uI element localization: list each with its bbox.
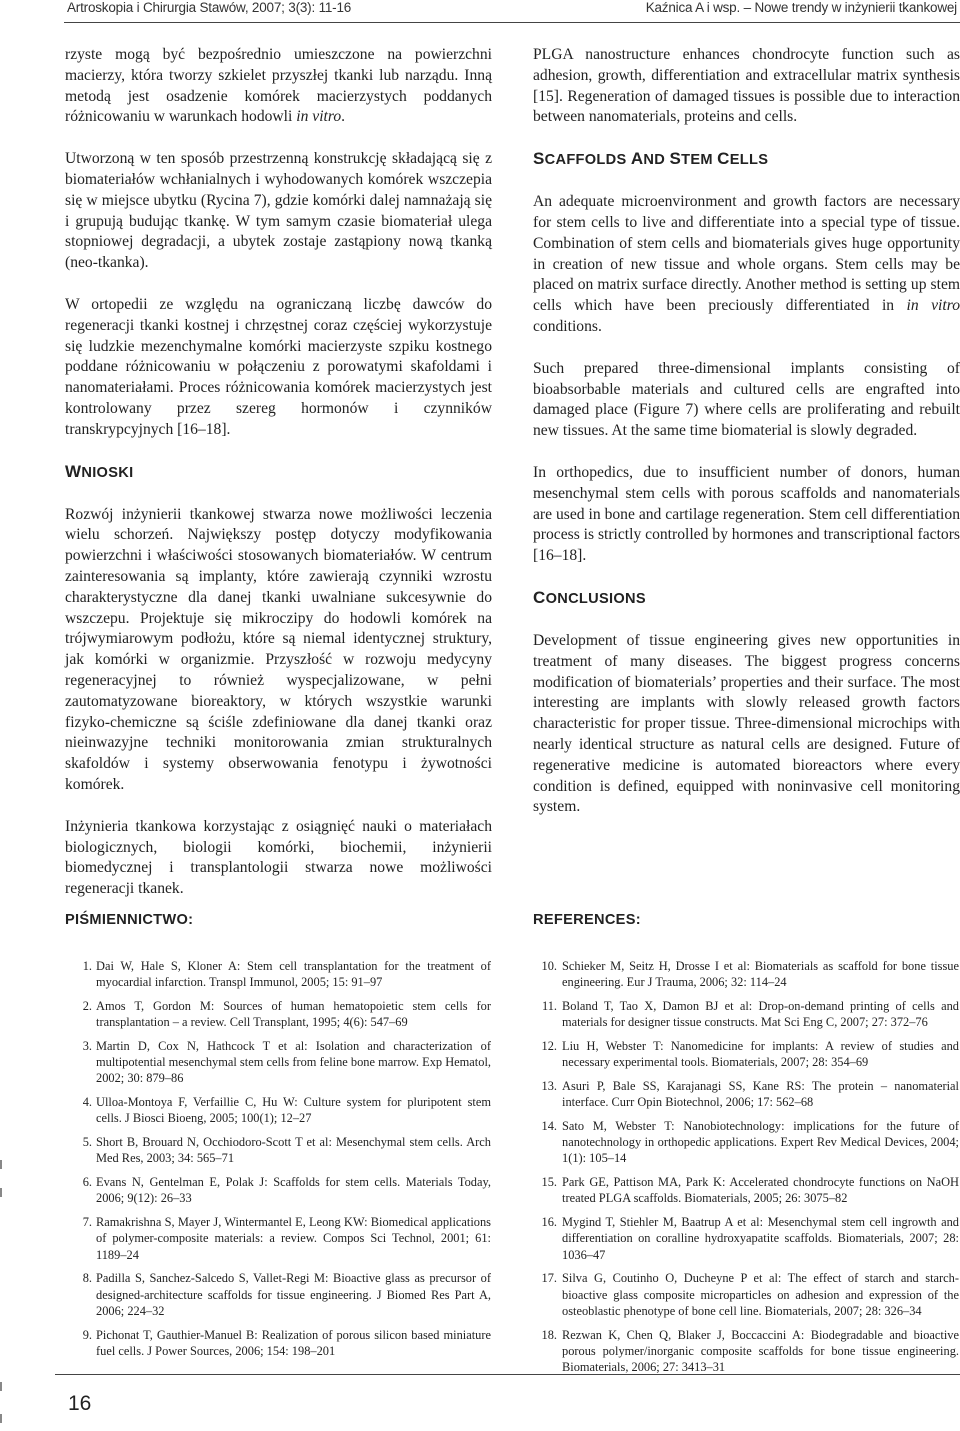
reference-text: Amos T, Gordon M: Sources of human hematopoietic stem cells for transplantation – a review. Cell Transplant, 1995; 4(6): 547–69 [96, 999, 491, 1030]
reference-number: 9. [82, 1327, 92, 1342]
reference-text: Pichonat T, Gauthier-Manuel B: Realization of porous silicon based miniature fuel cells. J Power Sources, 2006; 154: 198–201 [96, 1327, 491, 1358]
left-column [65, 45, 492, 921]
section-heading-conclusions: CONCLUSIONS [533, 587, 646, 607]
references-heading-polish: PIŚMIENNICTWO: [65, 912, 194, 928]
paragraph: W ortopedii ze względu na ograniczaną liczbę dawców do regeneracji tkanki kostnej i chrzęstnej coraz częściej wykorzystuje się ludzkie mezenchymalne komórki macierzyste szpiku kostnego poddane różnicowaniu w połączeniu z porowatymi skafoldami i nanomateriałami. Proces różnicowania komórek macierzystych jest kontrolowany przez szereg hormonów i czynników transkrypcyjnych [16–18]. [65, 295, 492, 438]
reference-item [533, 1038, 959, 1070]
references-heading-english: REFERENCES: [533, 912, 641, 928]
reference-number: 11. [541, 999, 557, 1013]
article-short-title: Kaźnica A i wsp. – Nowe trendy w inżynierii tkankowej [645, 0, 957, 15]
running-head [67, 0, 957, 22]
reference-text: Silva G, Coutinho O, Ducheyne P et al: The effect of starch and starch-bioactive glass composite microparticles on adhesion and expression of the osteoblastic phenotype of bone cell line. Biomaterials, 2007; 28: 326–34 [562, 1271, 959, 1318]
reference-text: Liu H, Webster T: Nanomedicine for implants: A review of studies and necessary experimental tools. Biomaterials, 2007; 28: 354–69 [562, 1039, 959, 1070]
reference-text: Sato M, Webster T: Nanobiotechnology: implications for the future of nanotechnology in orthopedic applications. Expert Rev Medical Devices, 2004; 1(1): 105–14 [562, 1119, 959, 1166]
reference-item [533, 998, 959, 1030]
edge-mark [0, 1414, 2, 1423]
reference-text: Ramakrishna S, Mayer J, Wintermantel E, Leong KW: Biomedical applications of polymer-composite materials: a review. Compos Sci Technol, 2001; 61: 1189–24 [96, 1215, 491, 1262]
right-column [533, 45, 960, 839]
reference-text: Park GE, Pattison MA, Park K: Accelerated chondrocyte functions on NaOH treated PLGA scaffolds. Biomaterials, 2005; 26: 3075–82 [562, 1175, 959, 1206]
reference-number: 14. [541, 1119, 557, 1133]
reference-item [533, 1327, 959, 1376]
reference-item [65, 1038, 491, 1087]
reference-number: 12. [541, 1039, 557, 1053]
reference-number: 18. [541, 1327, 557, 1342]
reference-item [533, 1174, 959, 1206]
reference-item [65, 998, 491, 1030]
reference-item [533, 1214, 959, 1263]
header-rule [64, 22, 960, 23]
reference-number: 2. [82, 999, 92, 1013]
reference-number: 13. [541, 1079, 557, 1093]
reference-item [65, 1327, 491, 1359]
edge-mark [0, 1160, 2, 1169]
reference-number: 16. [541, 1215, 557, 1230]
paragraph: Development of tissue engineering gives new opportunities in treatment of many diseases. The biggest progress concerns modification of biomaterials’ properties and their surface. The most interesting are implants with slowly released growth factors characteristic for proper tissue. Three-dimensional microchips with nearly identical structure as natural cells are designed. Future of regenerative medicine is automated bioreactors where every condition is defined, equipped with noninvasive cell monitoring system. [533, 631, 960, 816]
reference-text: Boland T, Tao X, Damon BJ et al: Drop-on-demand printing of cells and materials for designer tissue constructs. Mat Sci Eng C, 2007; 27: 372–76 [562, 999, 959, 1030]
paragraph: An adequate microenvironment and growth factors are necessary for stem cells to live and differentiate into a special type of tissue. Combination of stem cells and biomaterials gives huge opportunity in creation of new tissue and whole organs. Stem cells may be placed on matrix surface directly. Another method is setting up stem cells which have been preciously differentiated in in vitro conditions. [533, 193, 960, 335]
reference-text: Schieker M, Seitz H, Drosse I et al: Biomaterials as scaffold for bone tissue engineering. Eur J Trauma, 2006; 32: 114–24 [562, 959, 959, 990]
reference-text: Mygind T, Stiehler M, Baatrup A et al: Mesenchymal stem cell ingrowth and differentiation on coralline hydroxyapatite scaffolds. Biomaterials, 2007; 28: 1036–47 [562, 1215, 959, 1262]
reference-item [65, 1214, 491, 1263]
footer-rule [55, 1374, 960, 1375]
reference-text: Dai W, Hale S, Kloner A: Stem cell transplantation for the treatment of myocardial infarction. Transpl Immunol, 2005; 15: 91–97 [96, 959, 491, 990]
reference-list-left [65, 958, 491, 1367]
paragraph: rzyste mogą być bezpośrednio umieszczone na powierzchni macierzy, która tworzy szkielet przyszłej tkanki lub narządu. Inną metodą jest osadzenie komórek macierzystych poddanych różnicowaniu w warunkach hodowli in vitro. [65, 46, 492, 126]
edge-mark [0, 1382, 2, 1391]
section-heading-wnioski: WNIOSKI [65, 461, 134, 481]
reference-text: Evans N, Gentelman E, Polak J: Scaffolds for stem cells. Materials Today, 2006; 9(12): 26–33 [96, 1175, 491, 1206]
reference-text: Asuri P, Bale SS, Karajanagi SS, Kane RS: The protein – nanomaterial interface. Curr Opin Biotechnol, 2006; 17: 562–68 [562, 1079, 959, 1110]
reference-text: Short B, Brouard N, Occhiodoro-Scott T et al: Mesenchymal stem cells. Arch Med Res, 2003; 34: 565–71 [96, 1135, 491, 1166]
reference-item [533, 1078, 959, 1110]
reference-item [533, 1118, 959, 1167]
reference-number: 8. [82, 1271, 92, 1286]
reference-item [533, 958, 959, 990]
paragraph: Utworzoną w ten sposób przestrzenną konstrukcję składającą się z biomateriałów wchłanialnych i wyhodowanych komórek wszczepia się w miejsce ubytku (Rycina 7), gdzie komórki dalej namnażają się i grupują budując tkankę. W tym samym czasie biomateriał ulega stopniowej degradacji, a ubytek zostaje zastąpiony nową tkanką (neo-tkanka). [65, 150, 492, 272]
section-heading-scaffolds: SCAFFOLDS AND STEM CELLS [533, 149, 769, 169]
reference-number: 10. [541, 959, 557, 973]
reference-text: Ulloa-Montoya F, Verfaillie C, Hu W: Culture system for pluripotent stem cells. J Biosci Bioeng, 2005; 100(1); 12–27 [96, 1095, 491, 1126]
reference-number: 17. [541, 1271, 557, 1286]
paragraph: Rozwój inżynierii tkankowej stwarza nowe możliwości leczenia wielu schorzeń. Największy postęp dotyczy modyfikowania powierzchni i właściwości stosowanych biomateriałów. W centrum zainteresowania są implanty, które zawierają czynniki wzrostu charakterystyczne dla danej tkanki uwalniane sukcesywnie do wszczepu. Projektuje się mikroczipy do hodowli komórek na trójwymiarowym podłożu, które są niemal identycznej struktury, jak komórki w organizmie. Przyszłość w rozwoju medycyny regeneracyjnej to również wyspecjalizowane, w pełni zautomatyzowane bioreaktory, w których wszystkie warunki fizyko-chemiczne są ściśle zdefiniowane dla danej tkanki oraz nieinwazyjne techniki monitorowania zmian strukturalnych skafoldów i systemy obserwowania fenotypu i żywotności komórek. [65, 505, 492, 793]
reference-number: 5. [82, 1135, 92, 1150]
journal-citation: Artroskopia i Chirurgia Stawów, 2007; 3(3): 11-16 [67, 0, 352, 15]
reference-item [533, 1270, 959, 1319]
reference-item [65, 1094, 491, 1126]
reference-number: 1. [82, 959, 92, 973]
reference-item [65, 958, 491, 990]
paragraph: PLGA nanostructure enhances chondrocyte function such as adhesion, growth, differentiation and extracellular matrix synthesis [15]. Regeneration of damaged tissues is possible due to interaction between nanomaterials, proteins and cells. [533, 46, 960, 126]
reference-item [65, 1270, 491, 1319]
reference-list-right [533, 958, 959, 1383]
reference-text: Padilla S, Sanchez-Salcedo S, Vallet-Regi M: Bioactive glass as precursor of designed-architecture scaffolds for tissue engineering. J Biomed Res Part A, 2006; 224–32 [96, 1271, 491, 1318]
reference-item [65, 1174, 491, 1206]
page-number: 16 [68, 1392, 92, 1415]
paragraph: Such prepared three-dimensional implants consisting of bioabsorbable materials and cultured cells are engrafted into damaged place (Figure 7) where cells are proliferating and rebuilt new tissues. At the same time biomaterial is slowly degraded. [533, 359, 960, 440]
paragraph: Inżynieria tkankowa korzystając z osiągnięć nauki o materiałach biologicznych, biologii komórki, biochemii, inżynierii biomedycznej i transplantologii stwarza nowe możliwości regeneracji tkanek. [65, 817, 492, 898]
reference-number: 6. [82, 1175, 92, 1190]
paragraph: In orthopedics, due to insufficient number of donors, human mesenchymal stem cells with porous scaffolds and nanomaterials are used in bone and cartilage regeneration. Stem cell differentiation process is strictly controlled by hormones and transcriptional factors [16–18]. [533, 463, 960, 565]
reference-item [65, 1134, 491, 1166]
reference-number: 7. [82, 1215, 92, 1230]
reference-number: 15. [541, 1175, 557, 1190]
reference-text: Martin D, Cox N, Hathcock T et al: Isolation and characterization of multipotential mesenchymal stem cells from feline bone marrow. Exp Hematol, 2002; 30: 879–86 [96, 1039, 491, 1086]
reference-number: 4. [82, 1095, 92, 1110]
edge-mark [0, 1188, 2, 1197]
reference-text: Rezwan K, Chen Q, Blaker J, Boccaccini A: Biodegradable and bioactive porous polymer/inorganic composite scaffolds for bone tissue engineering. Biomaterials, 2006; 27: 3413–31 [562, 1327, 959, 1375]
reference-number: 3. [82, 1039, 92, 1053]
